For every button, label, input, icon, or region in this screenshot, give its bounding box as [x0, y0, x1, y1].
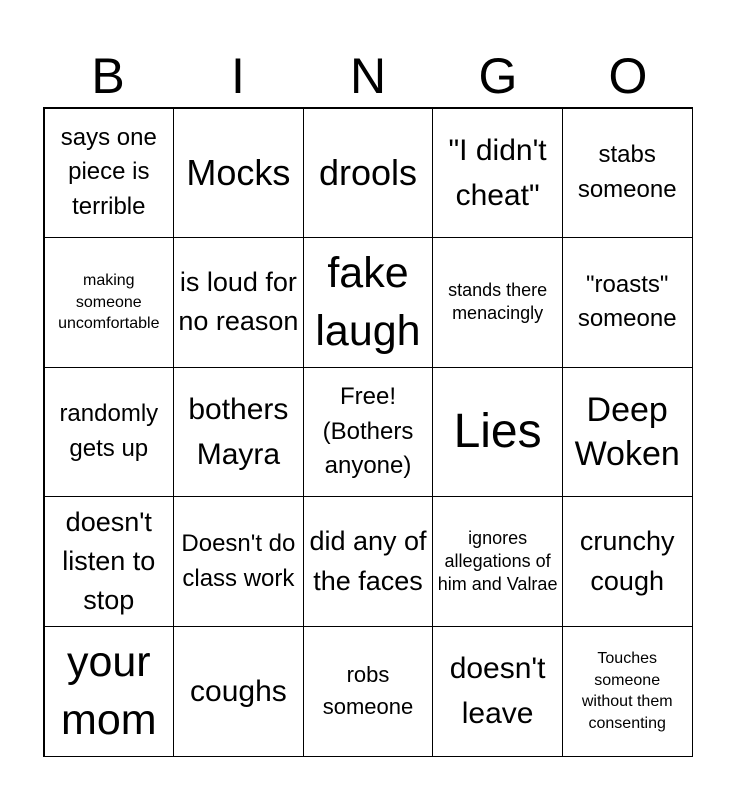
bingo-cell[interactable]: [173, 496, 304, 627]
bingo-cell[interactable]: [562, 108, 693, 239]
bingo-cell[interactable]: [562, 626, 693, 757]
bingo-cell[interactable]: [303, 496, 434, 627]
bingo-cell[interactable]: [432, 496, 563, 627]
cell-text: making someone uncomfortable: [58, 272, 160, 333]
bingo-cell[interactable]: [303, 237, 434, 368]
bingo-cell[interactable]: [432, 237, 563, 368]
bingo-cell[interactable]: [303, 626, 434, 757]
bingo-cell[interactable]: [432, 367, 563, 498]
cell-text: crunchy cough: [579, 526, 675, 596]
cell-text: Doesn't do class work: [181, 529, 296, 592]
cell-text: Mocks: [186, 152, 291, 194]
bingo-cell[interactable]: [432, 108, 563, 239]
bingo-cell[interactable]: [173, 367, 304, 498]
cell-text: is loud for no reason: [178, 267, 299, 337]
bingo-cell[interactable]: [562, 237, 693, 368]
cell-text: doesn't listen to stop: [62, 506, 156, 616]
bingo-cell[interactable]: [173, 626, 304, 757]
bingo-cell[interactable]: [44, 367, 175, 498]
header-letter-n: N: [349, 48, 387, 104]
bingo-cell[interactable]: [432, 626, 563, 757]
cell-text: stands there menacingly: [448, 280, 548, 324]
cell-text: Deep Woken: [574, 390, 680, 473]
cell-text: stabs someone: [577, 141, 677, 203]
bingo-header: [43, 44, 693, 108]
bingo-cell[interactable]: [303, 108, 434, 239]
header-letter-b: B: [91, 48, 125, 104]
cell-text: Lies: [453, 405, 542, 459]
bingo-cell[interactable]: [562, 496, 693, 627]
cell-text: bothers Mayra: [188, 392, 289, 471]
cell-text: Touches someone without them consenting: [581, 650, 673, 732]
cell-text: fake laugh: [315, 249, 421, 356]
cell-text: did any of the faces: [309, 526, 427, 596]
bingo-cell[interactable]: [173, 108, 304, 239]
bingo-cell[interactable]: [44, 496, 175, 627]
cell-text: Free! (Bothers anyone): [322, 382, 414, 480]
cell-text: drools: [318, 152, 418, 194]
cell-text: says one piece is terrible: [60, 123, 157, 221]
bingo-cell[interactable]: [44, 108, 175, 239]
cell-text: your mom: [61, 638, 157, 745]
header-letter-o: O: [608, 48, 648, 104]
cell-text: "roasts" someone: [577, 270, 677, 333]
cell-text: robs someone: [322, 662, 414, 720]
header-letter-g: G: [478, 48, 518, 104]
cell-text: ignores allegations of him and Valrae: [437, 527, 558, 595]
bingo-cell[interactable]: [173, 237, 304, 368]
header-letter-i: I: [231, 48, 245, 104]
bingo-board: [43, 107, 693, 757]
cell-text: randomly gets up: [59, 400, 159, 462]
cell-text: doesn't leave: [449, 652, 546, 731]
cell-text: coughs: [190, 674, 287, 708]
bingo-cell[interactable]: [44, 626, 175, 757]
bingo-cell[interactable]: [303, 367, 434, 498]
cell-text: "I didn't cheat": [448, 133, 547, 212]
bingo-cell[interactable]: [44, 237, 175, 368]
bingo-cell[interactable]: [562, 367, 693, 498]
